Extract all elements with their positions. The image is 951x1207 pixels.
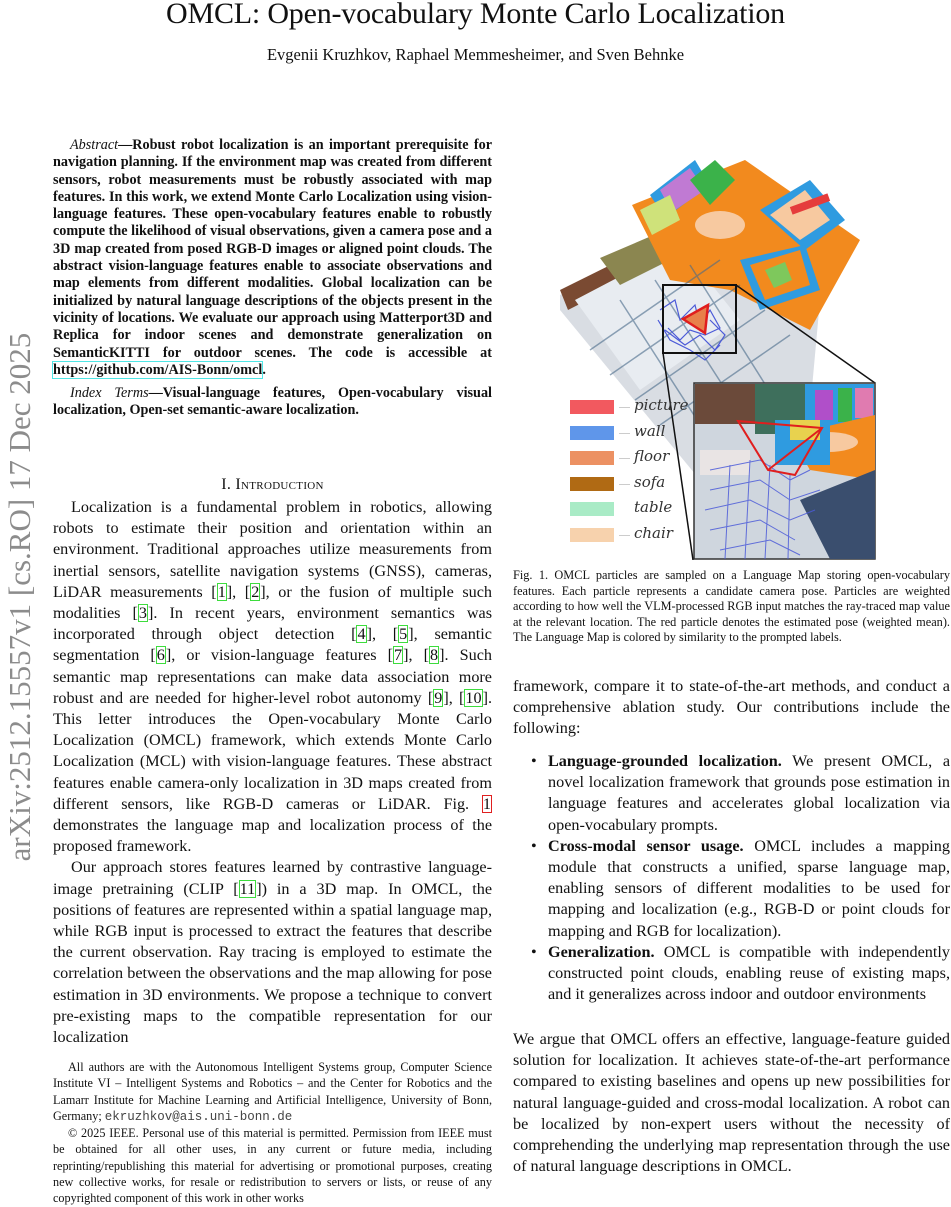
- copyright-note: © 2025 IEEE. Personal use of this material is permitted. Permission from IEEE must be obtained for all other uses, in any current or future media, including reprinting/republishing this material for advertising or promotional purposes, creating new collective works, for resale or redistribution to servers or lists, or reuse of any copyrighted component of this work in other works: [53, 1126, 492, 1206]
- citation-link[interactable]: 10: [465, 688, 482, 707]
- paper-title: OMCL: Open-vocabulary Monte Carlo Localization: [166, 0, 785, 30]
- legend-item-floor: floor: [570, 451, 690, 465]
- legend-item-chair: chair: [570, 528, 690, 542]
- citation-link[interactable]: 11: [239, 879, 256, 898]
- legend-item-wall: wall: [570, 426, 690, 440]
- contributions-list: [513, 751, 950, 1005]
- citation-link[interactable]: 3: [138, 604, 148, 623]
- citation-link[interactable]: 7: [394, 646, 403, 665]
- language-map-illustration: [560, 150, 950, 560]
- index-terms-label: Index Terms: [70, 385, 149, 402]
- author-list: Evgenii Kruzhkov, Raphael Memmesheimer, and Sven Behnke: [266, 45, 685, 64]
- affiliation-note: All authors are with the Autonomous Intelligent Systems group, Computer Science Institute VI – Intelligent Systems and Robotics – and the Center for Robotics and the Lamarr Institute for Machine Learning and Artificial Intelligence, University of Bonn, Germany;: [53, 1060, 492, 1123]
- legend-swatch: [570, 400, 614, 414]
- conclusion-paragraph: We argue that OMCL offers an effective, language-feature guided solution for localization. It achieves state-of-the-art performance compared to existing baselines and opens up new possibilities for natural language-guided and cross-modal localization. A robot can be localized by non-expert users without the necessity of comprehending the underlying map representation through the use of natural language descriptions in OMCL.: [513, 1030, 950, 1176]
- figure-reference-link[interactable]: 1: [482, 794, 491, 813]
- figure-caption: Fig. 1. OMCL particles are sampled on a Language Map storing open-vocabulary features. Each particle represents a candidate camera pose. Particles are weighted according to how well the VLM-processed RGB input matches the ray-traced map value at the relevant location. The red particle denotes the estimated pose (weighted mean). The Language Map is colored by similarity to the prompted labels.: [513, 568, 950, 644]
- abstract-text: —Robust robot localization is an important prerequisite for navigation planning. If the environment map was created from different sensors, robot measurements must be robustly associated with map features. In this work, we extend Monte Carlo Localization using vision-language features. These open-vocabulary features enable to robustly compute the likelihood of visual observations, given a camera pose and a 3D map created from posed RGB-D images or aligned point clouds. The abstract vision-language features enable to associate observations and map elements from different modalities. Global localization can be initialized by natural language descriptions of the objects present in the vicinity of locations. We evaluate our approach using Matterport3D and Replica for indoor scenes and demonstrate generalization on SemanticKITTI for outdoor scenes. The code is accessible at: [53, 137, 492, 361]
- legend-item-sofa: sofa: [570, 477, 690, 491]
- intro-paragraph-1: Localization is a fundamental problem in robotics, allowing robots to estimate their position and orientation within an environment. Traditional approaches utilize measurements from inertial sensors, satellite navigation systems (GNSS), cameras, LiDAR measurements [1], [2], or the fusion of multiple such modalities [3]. In recent years, environment semantics was incorporated through object detection [4], [5], semantic segmentation [6], or vision-language features [7], [8]. Such semantic map representations can make data association more robust and are needed for higher-level robot autonomy [9], [10]. This letter introduces the Open-vocabulary Monte Carlo Localization (OMCL) framework, which extends Monte Carlo Localization (MCL) with vision-language features. These abstract features enable camera-only localization in 3D maps created from different sensors, like RGB-D cameras or LiDAR. Fig. 1 demonstrates the language map and localization process of the proposed framework.: [53, 498, 493, 856]
- section-heading-introduction: I. Introduction: [221, 476, 324, 493]
- contribution-item: • Cross-modal sensor usage. OMCL includes a mapping module that constructs a unified, sparse language map, enabling sensors of different modalities to be used for mapping and localization (e.g., RGB-D or point clouds for mapping and RGB for localization).: [513, 836, 950, 942]
- citation-link[interactable]: 9: [434, 688, 443, 707]
- figure-1-language-map: [560, 150, 950, 560]
- index-terms-text: —Visual-language features, Open-vocabulary visual localization, Open-set semantic-aware localization.: [53, 385, 492, 419]
- legend-swatch: [570, 502, 614, 516]
- citation-link[interactable]: 2: [251, 582, 260, 601]
- legend-swatch: [570, 426, 614, 440]
- citation-link[interactable]: 6: [156, 646, 165, 665]
- legend-swatch: [570, 477, 614, 491]
- footnote: [53, 1059, 492, 1207]
- legend-item-picture: picture: [570, 400, 690, 414]
- introduction-body: [53, 497, 492, 1048]
- legend-item-table: table: [570, 502, 690, 516]
- intro-paragraph-2: Our approach stores features learned by contrastive language-image pretraining (CLIP [11]) in a 3D map. In OMCL, the positions of features are represented within a spatial language map, while RGB input is processed to extract the features that describe the current observation. Ray tracing is employed to estimate the correlation between the observations and the map allowing for pose estimation in 3D environments. We propose a technique to convert pre-existing maps to the compatible representation for our localization: [53, 858, 493, 1047]
- contribution-item: • Language-grounded localization. We present OMCL, a novel localization framework that grounds pose estimation in language features and accelerates global localization via open-vocabulary prompts.: [513, 751, 950, 836]
- contribution-item: • Generalization. OMCL is compatible with independently constructed point clouds, enabling reuse of existing maps, and it generalizes across indoor and outdoor environments: [513, 942, 950, 1006]
- author-email[interactable]: ekruzhkov@ais.uni-bonn.de: [104, 1109, 293, 1124]
- citation-link[interactable]: 1: [217, 582, 226, 601]
- citation-link[interactable]: 5: [399, 625, 408, 644]
- arxiv-stamp: arXiv:2512.15557v1 [cs.RO] 17 Dec 2025: [2, 332, 37, 862]
- abstract-label: Abstract: [70, 137, 119, 153]
- legend-swatch: [570, 528, 614, 542]
- code-link[interactable]: https://github.com/AIS-Bonn/omcl: [53, 361, 263, 378]
- abstract-block: Abstract—Robust robot localization is an important prerequisite for navigation planning. If the environment map was created from different sensors, robot measurements must be robustly associated with map features. In this work, we extend Monte Carlo Localization using vision-language features. These open-vocabulary features enable to robustly compute the likelihood of visual observations, given a camera pose and a 3D map created from posed RGB-D images or aligned point clouds. The abstract vision-language features enable to associate observations and map elements from different modalities. Global localization can be initialized by natural language descriptions of the objects present in the vicinity of locations. We evaluate our approach using Matterport3D and Replica for indoor scenes and demonstrate generalization on SemanticKITTI for outdoor scenes. The code is accessible at https://github.com/AIS-Bonn/omcl. Index Terms—Visual-language features, Open-vocabulary visual localization, Open-set semantic-aware localization.: [53, 137, 492, 419]
- legend-swatch: [570, 451, 614, 465]
- citation-link[interactable]: 4: [357, 625, 366, 644]
- citation-link[interactable]: 8: [430, 646, 439, 665]
- right-column-continuation: framework, compare it to state-of-the-art methods, and conduct a comprehensive ablation study. Our contributions include the following:: [513, 677, 950, 738]
